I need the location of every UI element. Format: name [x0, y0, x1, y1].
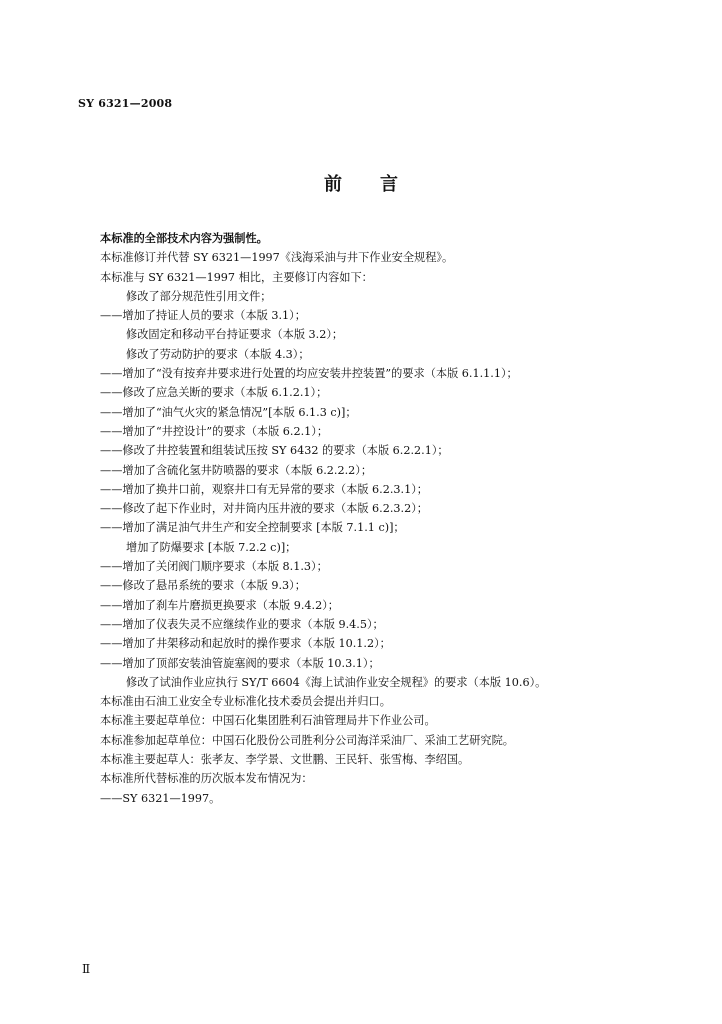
foreword-line: ——增加了刹车片磨损更换要求（本版 9.4.2）；: [100, 598, 339, 612]
foreword-line: 本标准修订并代替 SY 6321—1997《浅海采油与井下作业安全规程》。: [100, 251, 454, 265]
foreword-line: ——修改了悬吊系统的要求（本版 9.3）；: [100, 579, 306, 593]
foreword-line: ——修改了起下作业时，对井筒内压井液的要求（本版 6.2.3.2）；: [100, 502, 428, 516]
foreword-line: 本标准由石油工业安全专业标准化技术委员会提出并归口。: [100, 695, 391, 709]
foreword-line: ——修改了井控装置和组装试压按 SY 6432 的要求（本版 6.2.2.1）；: [100, 444, 449, 458]
foreword-line: ——SY 6321—1997。: [100, 791, 221, 805]
foreword-line: ——增加了含硫化氢井防喷器的要求（本版 6.2.2.2）；: [100, 463, 373, 477]
foreword-line: 修改了试油作业应执行 SY/T 6604《海上试油作业安全规程》的要求（本版 10.6）。: [126, 675, 547, 689]
foreword-body: [100, 229, 690, 808]
foreword-line: ——增加了持证人员的要求（本版 3.1）；: [100, 309, 306, 323]
foreword-line: ——增加了换井口前，观察井口有无异常的要求（本版 6.2.3.1）；: [100, 482, 428, 496]
foreword-line: 增加了防爆要求 [本版 7.2.2 c)]；: [126, 540, 297, 554]
page-title: 前言: [324, 174, 436, 195]
foreword-line: ——修改了应急关断的要求（本版 6.1.2.1）；: [100, 386, 328, 400]
page-number: Ⅱ: [82, 962, 91, 976]
foreword-line: ——增加了“没有按弃井要求进行处置的均应安装井控装置”的要求（本版 6.1.1.1）；: [100, 367, 518, 381]
foreword-line: 本标准主要起草单位：中国石化集团胜利石油管理局井下作业公司。: [100, 714, 436, 728]
foreword-line: 修改了部分规范性引用文件；: [126, 289, 272, 303]
foreword-line: ——增加了顶部安装油管旋塞阀的要求（本版 10.3.1）；: [100, 656, 380, 670]
foreword-line: 本标准与 SY 6321—1997 相比，主要修订内容如下：: [100, 270, 373, 284]
foreword-line: 本标准的全部技术内容为强制性。: [100, 232, 268, 245]
foreword-line: 本标准参加起草单位：中国石化股份公司胜利分公司海洋采油厂、采油工艺研究院。: [100, 733, 514, 747]
foreword-line: 本标准所代替标准的历次版本发布情况为：: [100, 772, 313, 786]
foreword-line: ——增加了井架移动和起放时的操作要求（本版 10.1.2）；: [100, 637, 391, 651]
foreword-line: 修改固定和移动平台持证要求（本版 3.2）；: [126, 328, 344, 342]
standard-code-header: SY 6321—2008: [78, 97, 173, 110]
foreword-line: 修改了劳动防护的要求（本版 4.3）；: [126, 347, 310, 361]
foreword-line: ——增加了关闭阀门顺序要求（本版 8.1.3）；: [100, 560, 328, 574]
foreword-line: 本标准主要起草人：张孝友、李学景、文世鹏、王民轩、张雪梅、李绍国。: [100, 753, 470, 767]
foreword-line: ——增加了“油气火灾的紧急情况”[本版 6.1.3 c)]；: [100, 405, 357, 419]
foreword-line: ——增加了满足油气井生产和安全控制要求 [本版 7.1.1 c)]；: [100, 521, 405, 535]
foreword-line: ——增加了仪表失灵不应继续作业的要求（本版 9.4.5）；: [100, 617, 384, 631]
foreword-line: ——增加了“井控设计”的要求（本版 6.2.1）；: [100, 424, 329, 438]
